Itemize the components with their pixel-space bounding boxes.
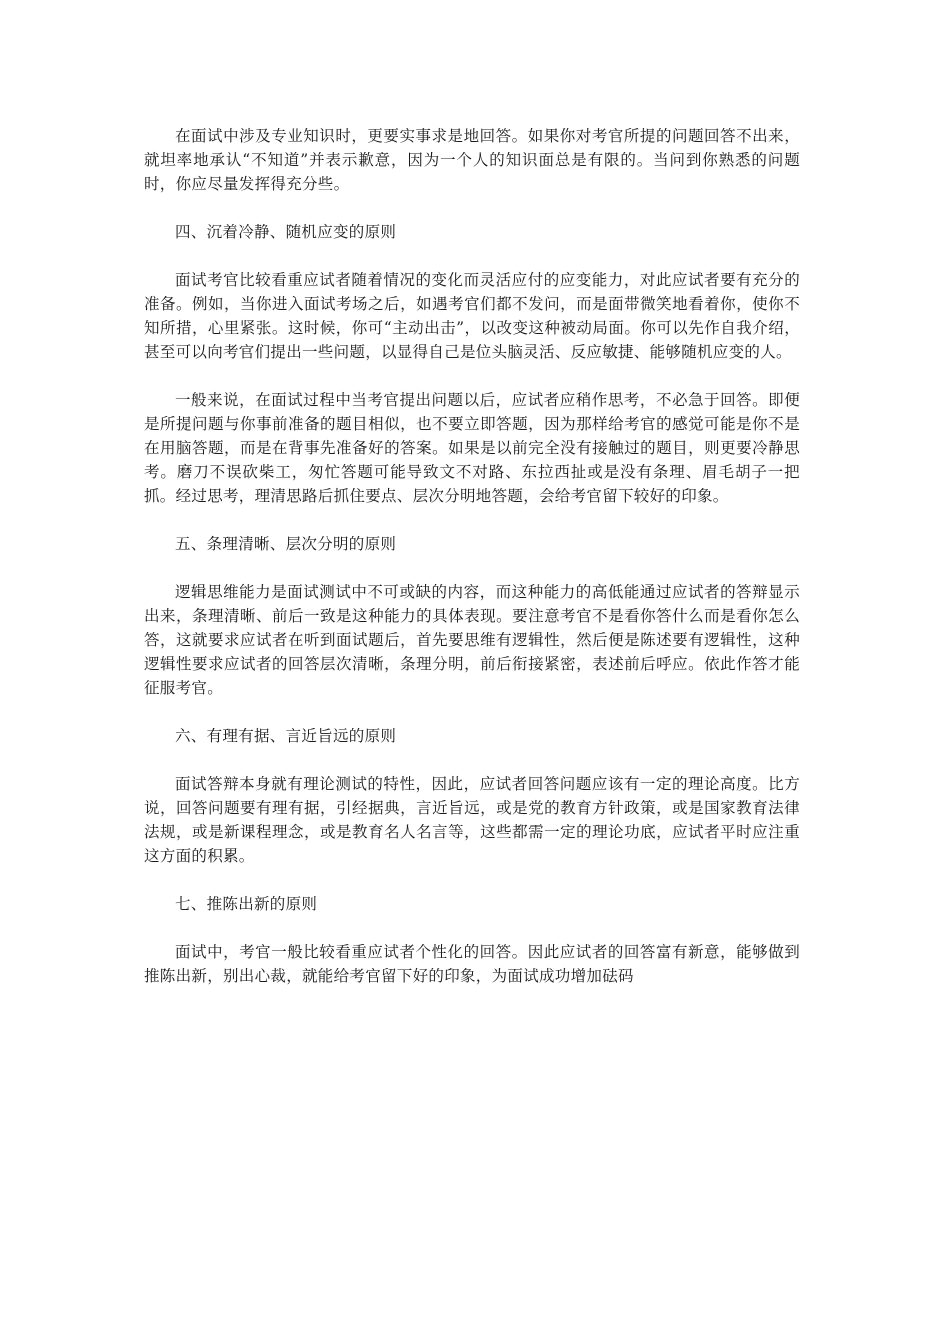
heading-principle-7: 七、推陈出新的原则	[175, 895, 318, 913]
paragraph-adaptability: 面试考官比较看重应试者随着情况的变化而灵活应付的应变能力，对此应试者要有充分的准备。例如，当你进入面试考场之后，如遇考官们都不发问，而是面带微笑地看着你，使你不知所措，心里紧张。这时候，你可“主动出击”，以改变这种被动局面。你可以先作自我介绍，甚至可以向考官们提出一些问题，以显得自己是位头脑灵活、反应敏捷、能够随机应变的人。	[144, 271, 800, 361]
heading-principle-4: 四、沉着冷静、随机应变的原则	[175, 223, 397, 241]
paragraph-professional-knowledge: 在面试中涉及专业知识时，更要实事求是地回答。如果你对考官所提的问题回答不出来，就坦率地承认“不知道”并表示歉意，因为一个人的知识面总是有限的。当问到你熟悉的问题时，你应尽量发挥得充分些。	[144, 127, 800, 193]
paragraph-innovation: 面试中，考官一般比较看重应试者个性化的回答。因此应试者的回答富有新意，能够做到推陈出新，别出心裁，就能给考官留下好的印象，为面试成功增加砝码	[144, 943, 800, 985]
paragraph-logical-thinking: 逻辑思维能力是面试测试中不可或缺的内容，而这种能力的高低能通过应试者的答辩显示出来，条理清晰、前后一致是这种能力的具体表现。要注意考官不是看你答什么而是看你怎么答，这就要求应试者在听到面试题后，首先要思维有逻辑性，然后便是陈述要有逻辑性，这种逻辑性要求应试者的回答层次清晰，条理分明，前后衔接紧密，表述前后呼应。依此作答才能征服考官。	[144, 583, 800, 697]
document-page	[144, 124, 800, 1012]
paragraph-think-before-answer: 一般来说，在面试过程中当考官提出问题以后，应试者应稍作思考，不必急于回答。即便是所提问题与你事前准备的题目相似，也不要立即答题，因为那样给考官的感觉可能是你不是在用脑答题，而是在背事先准备好的答案。如果是以前完全没有接触过的题目，则更要冷静思考。磨刀不误砍柴工，匆忙答题可能导致文不对路、东拉西扯或是没有条理、眉毛胡子一把抓。经过思考，理清思路后抓住要点、层次分明地答题，会给考官留下较好的印象。	[144, 391, 800, 505]
heading-principle-5: 五、条理清晰、层次分明的原则	[175, 535, 397, 553]
heading-principle-6: 六、有理有据、言近旨远的原则	[175, 727, 397, 745]
paragraph-theory-basis: 面试答辩本身就有理论测试的特性，因此，应试者回答问题应该有一定的理论高度。比方说，回答问题要有理有据，引经据典，言近旨远，或是党的教育方针政策，或是国家教育法律法规，或是新课程理念，或是教育名人名言等，这些都需一定的理论功底，应试者平时应注重这方面的积累。	[144, 775, 800, 865]
